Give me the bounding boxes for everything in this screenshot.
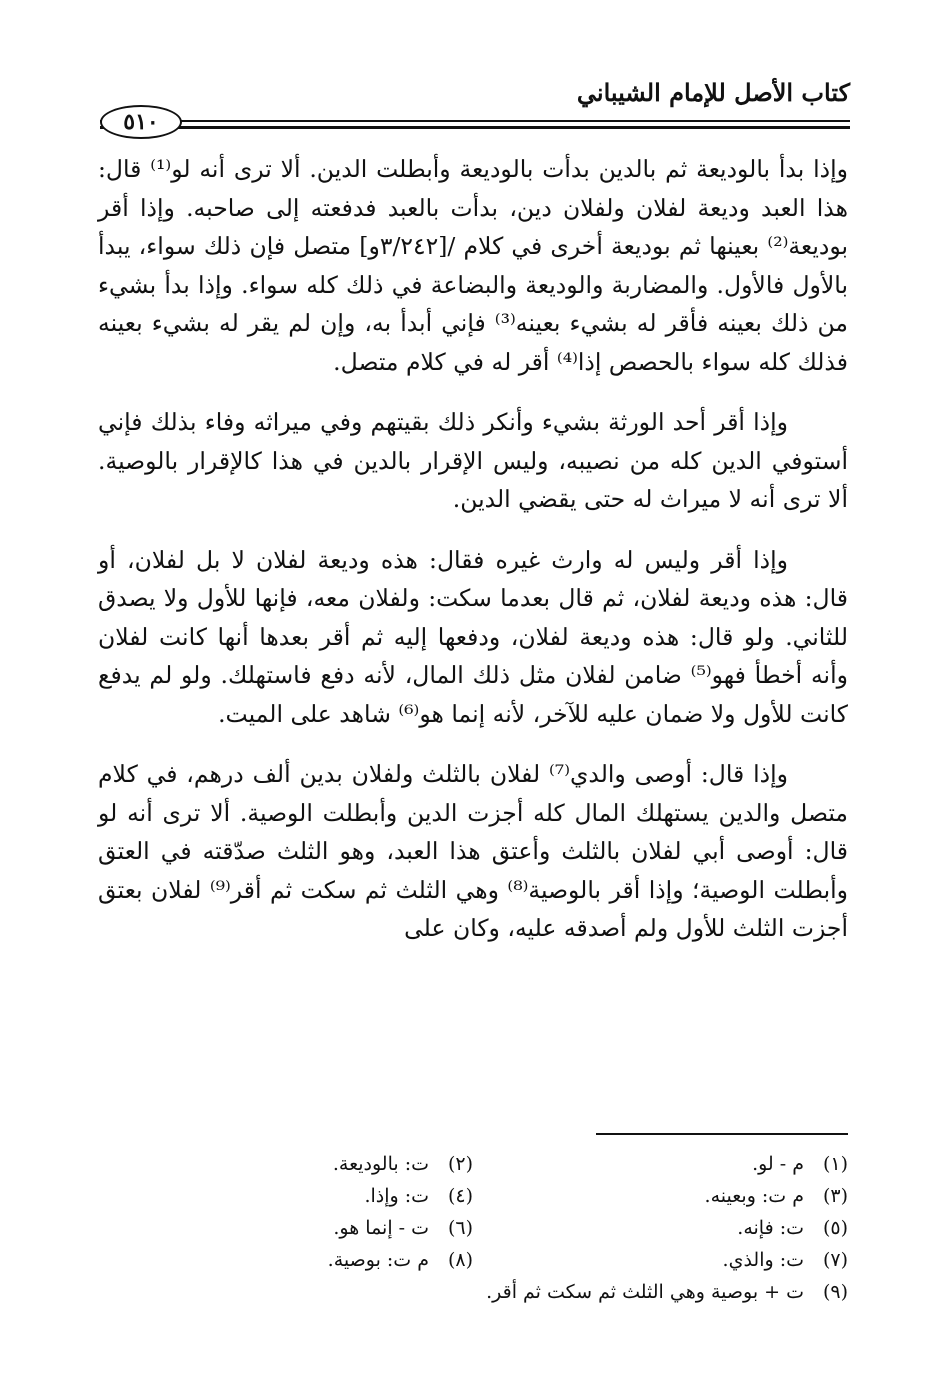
footnote-2: (٢) ت: بالوديعة. (332, 1153, 473, 1175)
footnote-6: (٦) ت - إنما هو. (333, 1217, 473, 1239)
footnote-9: (٩) ت + بوصية وهي الثلث ثم سكت ثم أقر. (486, 1281, 848, 1303)
paragraph-1: وإذا بدأ بالوديعة ثم بالدين بدأت بالوديعة وأبطلت الدين. ألا ترى أنه لو⁽¹⁾ قال: هذا العبد وديعة لفلان ولفلان دين، بدأت بالعبد فدفعته إلى صاحبه. وإذا أقر بوديعة⁽²⁾ بعينها ثم بوديعة أخرى في كلام /[٣/٢٤٢و] متصل فإن ذلك سواء، يبدأ بالأول فالأول. والمضاربة والوديعة والبضاعة في ذلك كله سواء. وإذا بدأ بشيء من ذلك بعينه فأقر له بشيء بعينه⁽³⁾ فإني أبدأ به، وإن لم يقر له بشيء بعينه فذلك كله سواء بالحصص إذا⁽⁴⁾ أقر له في كلام متصل. (98, 155, 849, 376)
footnote-8: (٨) م ت: بوصية. (327, 1249, 473, 1271)
footnotes (98, 1148, 848, 1308)
page-number: ٥١٠ (100, 105, 182, 139)
footnote-7: (٧) ت: والذي. (722, 1249, 848, 1271)
paragraph-4: وإذا قال: أوصى والدي⁽⁷⁾ لفلان بالثلث ولفلان بدين ألف درهم، في كلام متصل والدين يستهلك المال كله أجزت الدين وأبطلت الوصية. ألا ترى أنه لو قال: أوصى أبي لفلان بالثلث وأعتق هذا العبد، وهو الثلث صدّقته في العتق وأبطلت الوصية؛ وإذا أقر بالوصية⁽⁸⁾ وهي الثلث ثم سكت ثم أقر⁽⁹⁾ لفلان بعتق أجزت الثلث للأول ولم أصدقه عليه، وكان على (98, 760, 848, 942)
page-header (100, 68, 850, 138)
paragraph-3: وإذا أقر وليس له وارث غيره فقال: هذه وديعة لفلان لا بل لفلان، أو قال: هذه وديعة لفلان، ثم قال بعدما سكت: ولفلان معه، فإنها للأول ولا يصدق للثاني. ولو قال: هذه وديعة لفلان، ودفعها إليه ثم أقر بعدها أنها كانت لفلان وأنه أخطأ فهو⁽⁵⁾ ضامن لفلان مثل ذلك المال، لأنه دفع فاستهلك. ولو لم يدفع كانت للأول ولا ضمان عليه للآخر، لأنه إنما هو⁽⁶⁾ شاهد على الميت. (98, 545, 848, 728)
book-title: كتاب الأصل للإمام الشيباني (576, 78, 850, 107)
footnote-1: (١) م - لو. (752, 1153, 848, 1175)
main-text (98, 150, 848, 970)
header-rule-top (100, 120, 850, 122)
footnote-3: (٣) م ت: وبعينه. (704, 1185, 848, 1207)
header-rule-bottom (100, 126, 850, 129)
footnote-4: (٤) ت: وإذا. (364, 1185, 473, 1207)
paragraph-2: وإذا أقر أحد الورثة بشيء وأنكر ذلك بقيتهم وفي ميراثه وفاء بذلك فإني أستوفي الدين كله من نصيبه، وليس الإقرار بالدين في هذا كالإقرار بالوصية. ألا ترى أنه لا ميراث له حتى يقضي الدين. (98, 408, 848, 513)
footnote-5: (٥) ت: فإنه. (737, 1217, 848, 1239)
footnote-separator (596, 1133, 848, 1135)
